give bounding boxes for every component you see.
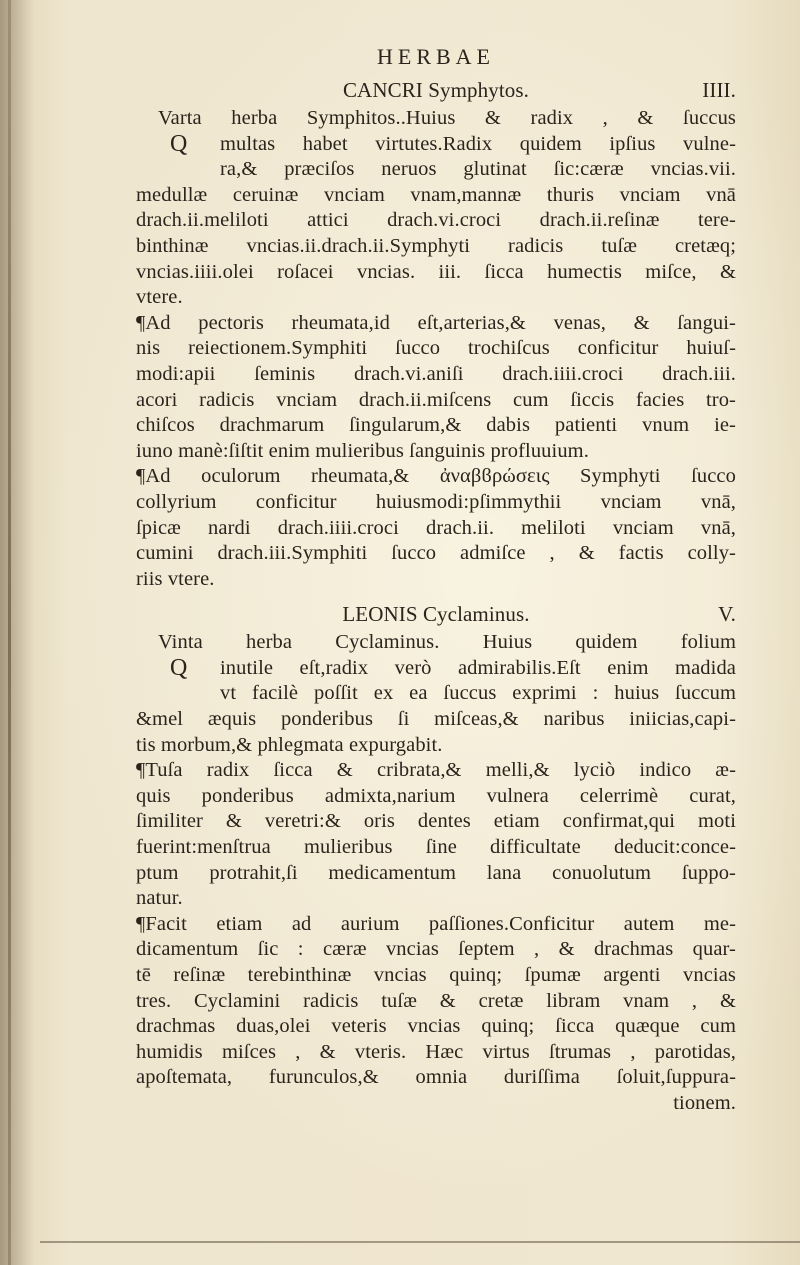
text-line: Varta herba Symphitos..Huius & radix , & ſuccus [158,107,736,129]
text-line: inutile eſt,radix verò admirabilis.Eſt enim madida [220,656,736,679]
chapter-body [136,630,736,1116]
chapter-title: CANCRI Symphytos. [342,78,530,102]
text-line: apoſtemata, furunculos,& omnia duriſſima ſoluit,ſuppura- [136,1066,736,1089]
text-line: vtere. [136,286,183,309]
page-text [136,40,736,1117]
running-head: HERBAE [377,44,495,69]
text-line: tres. Cyclamini radicis tuſæ & cretæ libram vnam , & [136,989,736,1012]
text-line: fuerint:menſtrua mulieribus ſine difficultate deducit:conce- [136,836,736,859]
binding-edge [8,0,11,1265]
text-line: Vinta herba Cyclaminus. Huius quidem folium [158,631,736,654]
text-line: medullæ ceruinæ vnciam vnam,mannæ thuris vnciam vnā [136,183,736,206]
text-line: nis reiectionem.Symphiti ſucco trochiſcus conficitur huiuſ- [136,337,736,360]
text-line: tionem. [673,1091,736,1114]
chapter-heading [136,74,736,106]
text-line: riis vtere. [136,567,215,590]
text-line: tē reſinæ terebinthinæ vncias quinq; ſpumæ argenti vncias [136,964,736,986]
text-line: quis ponderibus admixta,narium vulnera celerrimè curat, [136,784,736,807]
text-line: modi:apii ſeminis drach.vi.aniſi drach.iiii.croci drach.iii. [136,362,736,385]
text-line: ¶Facit etiam ad aurium paſſiones.Conficitur autem me- [136,912,736,935]
text-line: ¶Ad oculorum rheumata,& ἀναβϐρώσεις Symphyti ſucco [136,465,736,488]
text-line: dicamentum ſic : cæræ vncias ſeptem , & drachmas quar- [136,938,736,961]
text-line: ptum protrahit,ſi medicamentum lana conuolutum ſuppo- [136,861,736,884]
text-line: chiſcos drachmarum ſingularum,& dabis patienti vnum ie- [136,414,736,437]
text-line: multas habet virtutes.Radix quidem ipſius vulne- [220,132,736,155]
gutter-shadow [0,0,34,1265]
initial-letter: Q [170,131,188,157]
chapter-number: IIII. [702,78,736,102]
chapter-number: V. [718,602,736,627]
text-line: collyrium conficitur huiusmodi:pſimmythii vnciam vnā, [136,490,736,513]
text-line: vncias.iiii.olei roſacei vncias. iii. ſicca humectis miſce, & [136,260,736,283]
chapter-heading [136,598,736,630]
text-line: binthinæ vncias.ii.drach.ii.Symphyti radicis tuſæ cretæq; [136,234,736,257]
text-line: ra,& præciſos neruos glutinat ſic:cæræ vncias.vii. [220,158,736,181]
initial-letter: Q [170,655,188,682]
text-line: ¶Ad pectoris rheumata,id eſt,arterias,& venas, & ſangui- [136,311,736,334]
text-line: natur. [136,887,183,910]
text-line: drachmas duas,olei veteris vncias quinq; ſicca quæque cum [136,1015,736,1038]
text-line: ſimiliter & veretri:& oris dentes etiam confirmat,qui moti [136,810,736,833]
text-line: vt facilè poſſit ex ea ſuccus exprimi : huius ſuccum [220,682,736,705]
text-line: ¶Tuſa radix ſicca & cribrata,& melli,& lyciò indico æ- [136,759,736,782]
text-line: tis morbum,& phlegmata expurgabit. [136,733,443,756]
text-line: acori radicis vnciam drach.ii.miſcens cum ſiccis facies tro- [136,388,736,411]
chapter-body [136,106,736,592]
text-line: iuno manè:ſiſtit enim mulieribus ſanguinis profluuium. [136,439,589,462]
text-line: drach.ii.meliloti attici drach.vi.croci drach.ii.reſinæ tere- [136,209,736,232]
text-line: humidis miſces , & vteris. Hæc virtus ſtrumas , parotidas, [136,1040,736,1063]
page-bottom-edge [40,1241,800,1243]
chapter-title: LEONIS Cyclaminus. [342,602,530,627]
text-line: cumini drach.iii.Symphiti ſucco admiſce , & factis colly- [136,542,736,565]
text-line: ſpicæ nardi drach.iiii.croci drach.ii. meliloti vnciam vnā, [136,516,736,539]
text-line: &mel æquis ponderibus ſi miſceas,& naribus iniicias,capi- [136,708,736,731]
